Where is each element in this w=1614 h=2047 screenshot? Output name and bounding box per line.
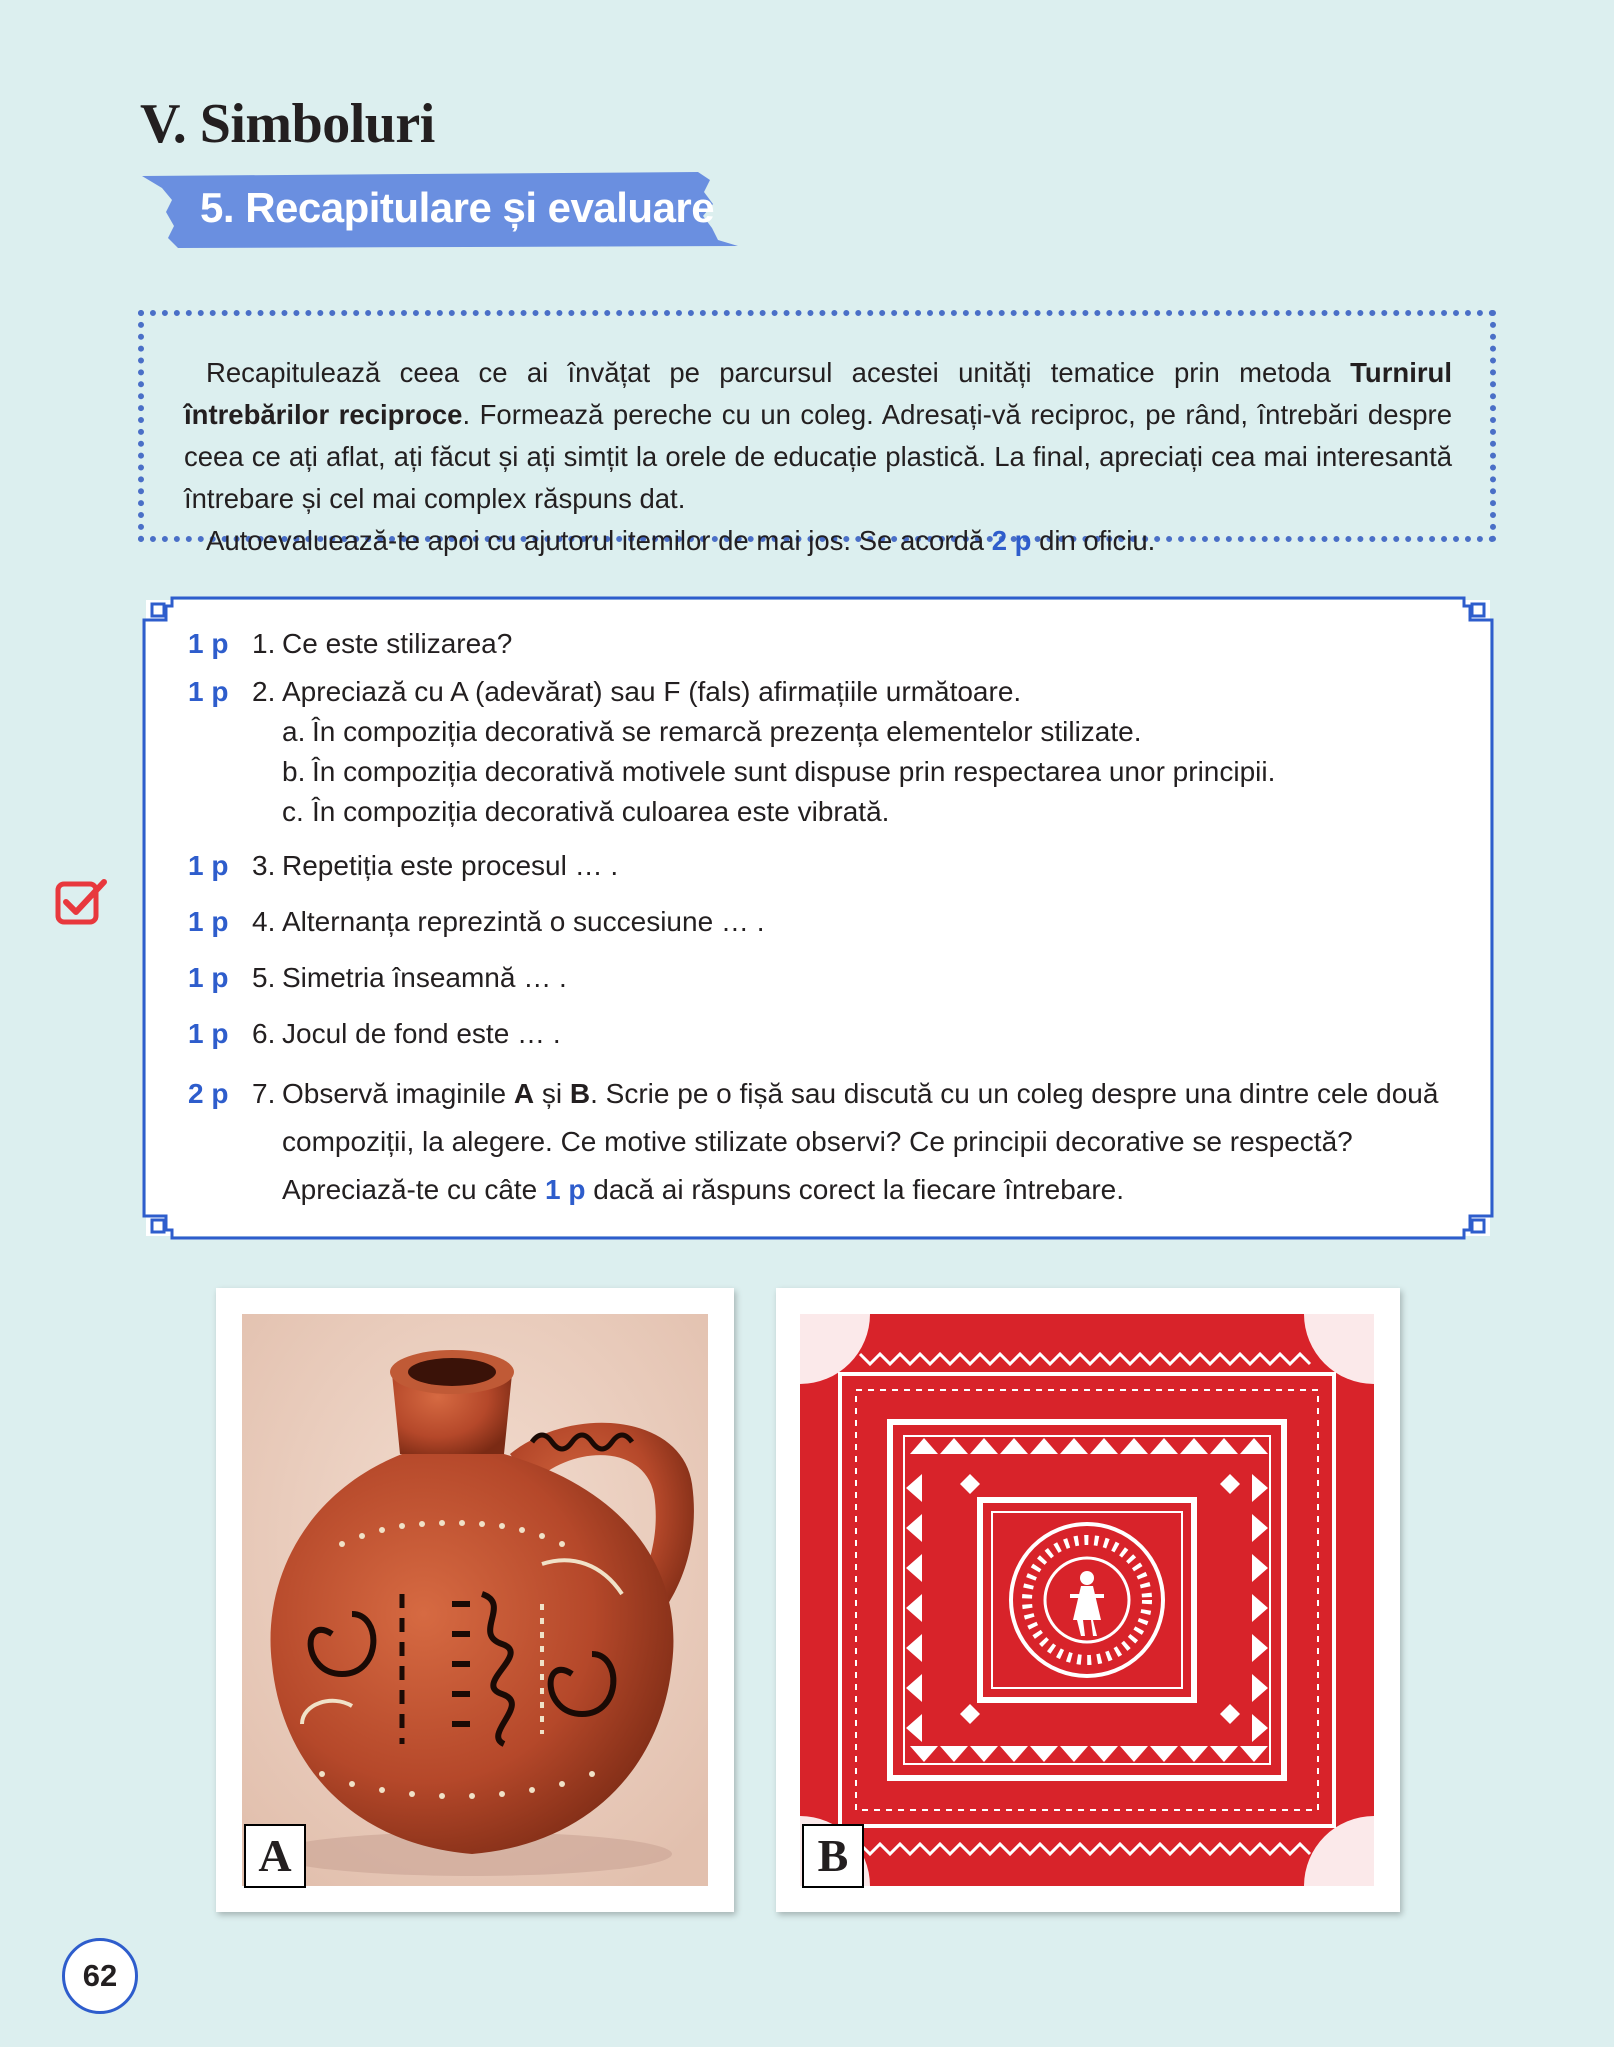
lesson-title: 5. Recapitulare și evaluare — [200, 184, 715, 231]
instructions-box — [138, 310, 1496, 556]
evaluation-box — [140, 594, 1496, 1242]
instructions-paragraph: Recapitulează ceea ce ai învățat pe parcursul acestei unități tematice prin metoda Turnirul întrebărilor reciproce. Formează pereche cu un coleg. Adresați-vă reciproc, pe rând, întrebări despre ceea ce ați aflat, ați făcut și ați simțit la orele de educație plastică. La final, apreciați cea mai interesantă întrebare și cel mai complex răspuns dat. — [184, 357, 1453, 514]
question-2: 1 p 2. Apreciază cu A (adevărat) sau F (fals) afirmațiile următoare. — [188, 672, 1456, 712]
points-badge: 1 p — [188, 676, 229, 707]
question-4: 1 p 4. Alternanța reprezintă o succesiune … . — [188, 902, 1456, 942]
unit-title: V. Simboluri — [140, 93, 435, 155]
image-a-label: A — [244, 1824, 306, 1888]
page-number: 62 — [62, 1938, 138, 2014]
lesson-banner — [138, 170, 748, 250]
question-5: 1 p 5. Simetria înseamnă … . — [188, 958, 1456, 998]
points-badge: 1 p — [188, 628, 229, 659]
statement-b: b. În compoziția decorativă motivele sunt dispuse prin respectarea unor principii. — [282, 756, 1276, 787]
question-3: 1 p 3. Repetiția este procesul … . — [188, 846, 1456, 886]
points-badge: 1 p — [188, 850, 229, 881]
points-badge: 2 p — [188, 1078, 229, 1109]
question-1: 1 p 1. Ce este stilizarea? — [188, 624, 1456, 664]
self-evaluation-paragraph: Autoevaluează-te apoi cu ajutorul itemilor de mai jos. Se acordă 2 p din oficiu. — [206, 525, 1156, 556]
points-badge: 1 p — [188, 906, 229, 937]
question-list — [188, 624, 1456, 1214]
question-7: 2 p 7. Observă imaginile A și B. Scrie pe o fișă sau discută cu un coleg despre una dintre cele două compoziții, la alegere. Ce motive stilizate observi? Ce principii decorative se respectă? Apreciază-te cu câte 1 p dacă ai răspuns corect la fiecare întrebare. — [188, 1070, 1456, 1214]
points-badge: 1 p — [188, 962, 229, 993]
image-a-card — [216, 1288, 734, 1912]
image-b-card — [776, 1288, 1400, 1912]
points-badge: 1 p — [188, 1018, 229, 1049]
question-6: 1 p 6. Jocul de fond este … . — [188, 1014, 1456, 1054]
statement-c: c. În compoziția decorativă culoarea este vibrată. — [282, 796, 890, 827]
red-folk-pattern-image — [800, 1314, 1374, 1886]
checkbox-icon — [54, 876, 110, 933]
statement-a: a. În compoziția decorativă se remarcă prezența elementelor stilizate. — [282, 716, 1142, 747]
image-b-label: B — [802, 1824, 864, 1888]
clay-jug-image — [242, 1314, 708, 1886]
